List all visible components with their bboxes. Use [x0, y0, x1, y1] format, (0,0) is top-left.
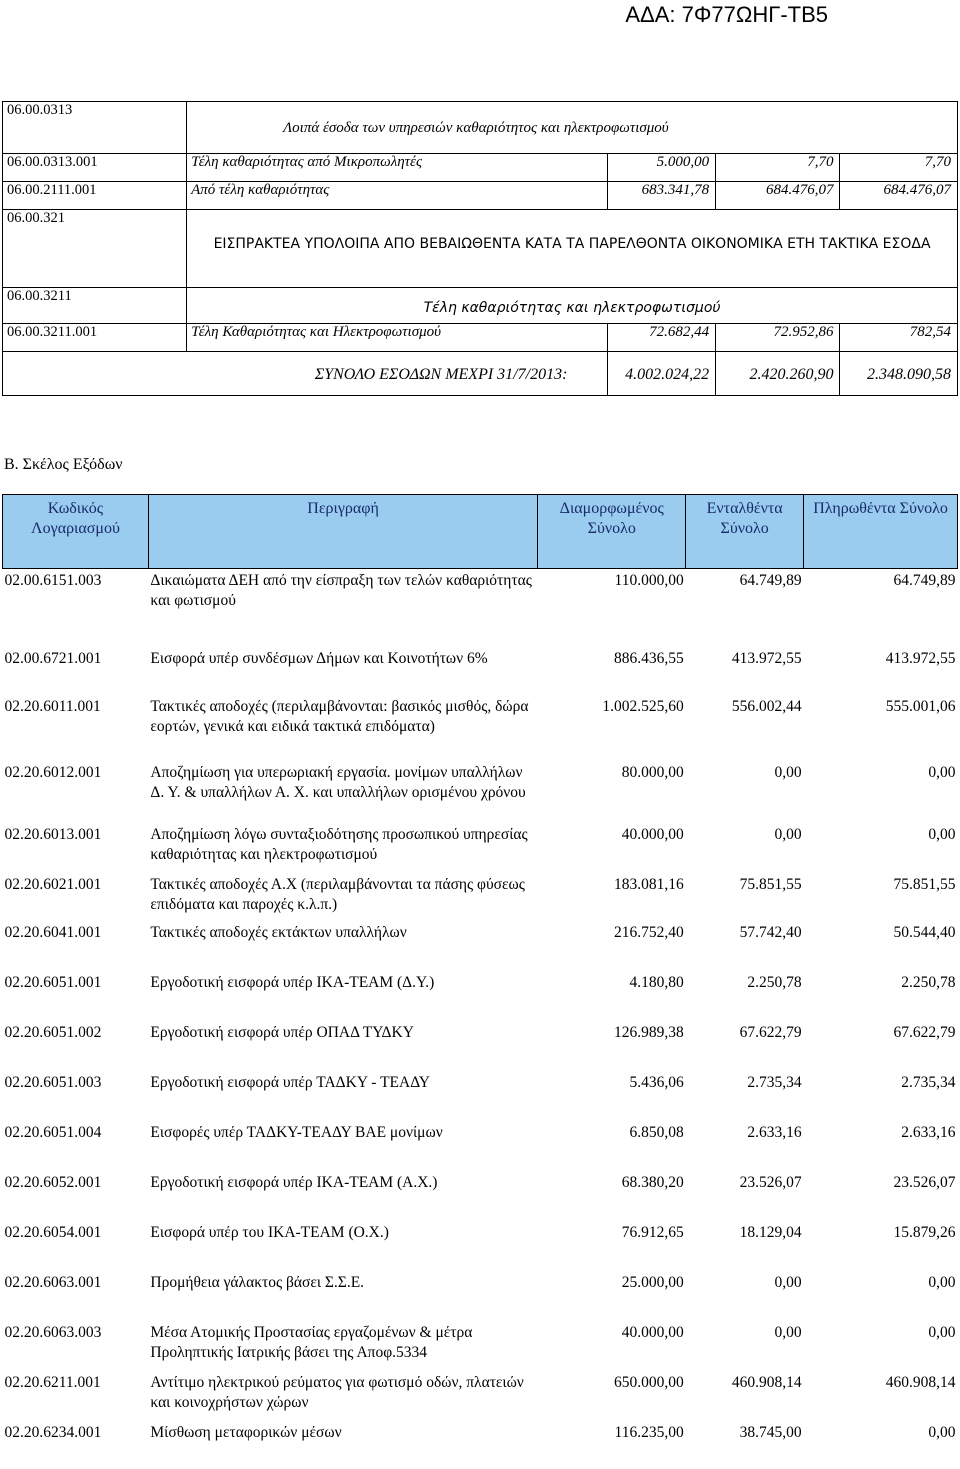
- expense-v1: 216.752,40: [613, 923, 684, 941]
- expense-v2: 460.908,14: [731, 1373, 802, 1391]
- expense-v1: 76.912,65: [621, 1223, 684, 1241]
- revenue-total-v1: 4.002.024,22: [608, 352, 716, 396]
- revenue-desc: Λοιπά έσοδα των υπηρεσιών καθαριότητος και ηλεκτροφωτισμού: [187, 102, 958, 154]
- expense-v3: 64.749,89: [893, 572, 956, 589]
- expense-desc: Εργοδοτική εισφορά υπέρ ΟΠΑΔ ΤΥΔΚΥ: [150, 1023, 414, 1041]
- expense-desc: Προμήθεια γάλακτος βάσει Σ.Σ.Ε.: [150, 1273, 365, 1291]
- expense-desc: Δικαιώματα ΔΕΗ από την είσπραξη των τελών καθαριότητας και φωτισμού: [150, 572, 532, 609]
- table-row: [3, 823, 958, 873]
- expense-v1: 4.180,80: [629, 973, 684, 991]
- revenue-v3: 684.476,07: [840, 182, 958, 210]
- expense-code: 02.20.6013.001: [4, 825, 102, 843]
- expense-v1: 886.436,55: [613, 649, 684, 667]
- expense-v3: 0,00: [928, 763, 956, 781]
- expense-v1: 650.000,00: [613, 1373, 684, 1391]
- revenue-code: 06.00.3211.001: [3, 324, 187, 352]
- expense-v1: 116.235,00: [614, 1423, 684, 1441]
- expense-v2: 0,00: [774, 1273, 802, 1291]
- expense-desc: Μέσα Ατομικής Προστασίας εργαζομένων & μέτρα Προληπτικής Ιατρικής βάσει της Αποφ.5334: [150, 1323, 473, 1361]
- expense-v3: 0,00: [928, 1423, 956, 1441]
- expense-v2: 38.745,00: [739, 1423, 802, 1441]
- expense-v2: 57.742,40: [739, 923, 802, 941]
- revenue-code: 06.00.3211: [3, 288, 187, 324]
- expense-table: [2, 494, 958, 1451]
- revenue-row: [3, 102, 958, 154]
- table-row: [3, 761, 958, 823]
- expense-desc: Τακτικές αποδοχές (περιλαμβάνονται: βασικός μισθός, δώρα εορτών, γενικά και ειδικά τακτικά επιδόματα): [150, 697, 529, 735]
- expense-desc: Εισφορές υπέρ ΤΑΔΚΥ-ΤΕΑΔΥ ΒΑΕ μονίμων: [150, 1123, 443, 1141]
- expense-code: 02.20.6011.001: [4, 697, 101, 715]
- header-code: Κωδικός Λογαριασμού: [3, 495, 149, 569]
- expense-v1: 40.000,00: [621, 1323, 684, 1341]
- expense-desc: Εισφορά υπέρ συνδέσμων Δήμων και Κοινοτήτων 6%: [150, 649, 488, 667]
- expense-code: 02.20.6054.001: [4, 1223, 102, 1241]
- expense-desc: Αποζημίωση για υπερωριακή εργασία. μονίμων υπαλλήλων Δ. Υ. & υπαλλήλων Α. Χ. και υπαλλήλων ορισμένου χρόνου: [150, 763, 526, 801]
- revenue-v1: 5.000,00: [608, 154, 716, 182]
- expense-desc: Αποζημίωση λόγω συνταξιοδότησης προσωπικού υπηρεσίας καθαριότητας και ηλεκτροφωτισμού: [150, 825, 528, 863]
- expense-v3: 2.735,34: [901, 1073, 956, 1091]
- expense-v1: 126.989,38: [613, 1023, 684, 1041]
- expense-desc: Εργοδοτική εισφορά υπέρ ΙΚΑ-ΤΕΑΜ (Α.Χ.): [150, 1173, 438, 1191]
- expense-v3: 2.633,16: [901, 1123, 956, 1141]
- revenue-v2: 7,70: [716, 154, 840, 182]
- expense-v2: 75.851,55: [739, 875, 802, 893]
- expense-v2: 0,00: [774, 1323, 802, 1341]
- expense-v3: 0,00: [928, 1273, 956, 1291]
- expense-code: 02.20.6211.001: [4, 1373, 101, 1391]
- revenue-v3: 7,70: [840, 154, 958, 182]
- expense-code: 02.20.6234.001: [4, 1423, 102, 1441]
- expense-v2: 23.526,07: [739, 1173, 802, 1191]
- revenue-total-label: ΣΥΝΟΛΟ ΕΣΟΔΩΝ ΜΕΧΡΙ 31/7/2013:: [3, 352, 608, 396]
- revenue-total-v2: 2.420.260,90: [716, 352, 840, 396]
- expense-v2: 67.622,79: [739, 1023, 802, 1041]
- table-row: [3, 971, 958, 1021]
- table-row: [3, 1421, 958, 1451]
- revenue-row: [3, 324, 958, 352]
- expense-v3: 2.250,78: [901, 973, 956, 991]
- header-v3: Πληρωθέντα Σύνολο: [804, 495, 958, 569]
- revenue-row: [3, 288, 958, 324]
- expense-desc: Αντίτιμο ηλεκτρικού ρεύματος για φωτισμό οδών, πλατειών και κοινοχρήστων χώρων: [150, 1373, 524, 1411]
- expense-v2: 556.002,44: [731, 697, 802, 715]
- revenue-desc: Τέλη καθαριότητας και ηλεκτροφωτισμού: [187, 288, 958, 324]
- expense-code: 02.00.6151.003: [4, 572, 102, 589]
- expense-code: 02.20.6051.003: [4, 1073, 102, 1091]
- table-row: [3, 569, 958, 647]
- table-row: [3, 1121, 958, 1171]
- expense-v3: 67.622,79: [893, 1023, 956, 1041]
- expense-v3: 23.526,07: [893, 1173, 956, 1191]
- table-row: [3, 1221, 958, 1271]
- expense-v2: 0,00: [774, 763, 802, 781]
- revenue-row: [3, 210, 958, 288]
- table-row: [3, 1271, 958, 1321]
- revenue-desc: Από τέλη καθαριότητας: [187, 182, 608, 210]
- revenue-row: [3, 182, 958, 210]
- expense-code: 02.20.6063.001: [4, 1273, 102, 1291]
- revenue-v1: 72.682,44: [608, 324, 716, 352]
- table-row: [3, 1171, 958, 1221]
- section-b-title: Β. Σκέλος Εξόδων: [4, 456, 123, 473]
- table-row: [3, 873, 958, 921]
- expense-v1: 68.380,20: [621, 1173, 684, 1191]
- revenue-table: [2, 101, 958, 396]
- expense-code: 02.20.6051.002: [4, 1023, 102, 1041]
- table-row: [3, 1321, 958, 1371]
- expense-code: 02.00.6721.001: [4, 649, 102, 667]
- expense-v2: 0,00: [774, 825, 802, 843]
- revenue-desc: Τέλη Καθαριότητας και Ηλεκτροφωτισμού: [187, 324, 608, 352]
- revenue-total-v3: 2.348.090,58: [840, 352, 958, 396]
- expense-v3: 555.001,06: [885, 697, 956, 715]
- expense-code: 02.20.6051.001: [4, 973, 102, 991]
- expense-v1: 1.002.525,60: [602, 697, 684, 715]
- expense-v3: 413.972,55: [885, 649, 956, 667]
- table-row: [3, 647, 958, 695]
- expense-v3: 50.544,40: [893, 923, 956, 941]
- table-row: [3, 1021, 958, 1071]
- revenue-desc: ΕΙΣΠΡΑΚΤΕΑ ΥΠΟΛΟΙΠΑ ΑΠΟ ΒΕΒΑΙΩΘΕΝΤΑ ΚΑΤΑ ΤΑ ΠΑΡΕΛΘΟΝΤΑ ΟΙΚΟΝΟΜΙΚΑ ΕΤΗ ΤΑΚΤΙΚΑ ΕΣΟΔΑ: [187, 210, 958, 288]
- table-row: [3, 1071, 958, 1121]
- header-v1: Διαμορφωμένος Σύνολο: [538, 495, 686, 569]
- expense-v1: 25.000,00: [621, 1273, 684, 1291]
- expense-v3: 460.908,14: [885, 1373, 956, 1391]
- expense-code: 02.20.6052.001: [4, 1173, 102, 1191]
- expense-desc: Εισφορά υπέρ του ΙΚΑ-ΤΕΑΜ (Ο.Χ.): [150, 1223, 389, 1241]
- revenue-code: 06.00.0313: [3, 102, 187, 154]
- expense-code: 02.20.6021.001: [4, 875, 102, 893]
- revenue-code: 06.00.0313.001: [3, 154, 187, 182]
- expense-code: 02.20.6051.004: [4, 1123, 102, 1141]
- table-row: [3, 921, 958, 971]
- revenue-v3: 782,54: [840, 324, 958, 352]
- expense-v1: 183.081,16: [613, 875, 684, 893]
- expense-v2: 18.129,04: [739, 1223, 802, 1241]
- table-row: [3, 695, 958, 761]
- revenue-v2: 72.952,86: [716, 324, 840, 352]
- expense-header-row: [3, 495, 958, 569]
- expense-code: 02.20.6063.003: [4, 1323, 102, 1341]
- expense-v2: 413.972,55: [731, 649, 802, 667]
- expense-v2: 2.633,16: [747, 1123, 802, 1141]
- expense-v2: 64.749,89: [739, 572, 802, 589]
- expense-code: 02.20.6012.001: [4, 763, 102, 781]
- revenue-total-row: [3, 352, 958, 396]
- revenue-v2: 684.476,07: [716, 182, 840, 210]
- expense-v2: 2.250,78: [747, 973, 802, 991]
- header-desc: Περιγραφή: [148, 495, 537, 569]
- header-v2: Ενταλθέντα Σύνολο: [686, 495, 804, 569]
- expense-v1: 6.850,08: [629, 1123, 684, 1141]
- expense-v1: 80.000,00: [621, 763, 684, 781]
- expense-v3: 15.879,26: [893, 1223, 956, 1241]
- expense-v1: 40.000,00: [621, 825, 684, 843]
- ada-code: ΑΔΑ: 7Φ77ΩΗΓ-ΤΒ5: [625, 2, 828, 27]
- revenue-desc: Τέλη καθαριότητας από Μικροπωλητές: [187, 154, 608, 182]
- revenue-code: 06.00.321: [3, 210, 187, 288]
- expense-v2: 2.735,34: [747, 1073, 802, 1091]
- expense-code: 02.20.6041.001: [4, 923, 102, 941]
- revenue-row: [3, 154, 958, 182]
- expense-v1: 5.436,06: [629, 1073, 684, 1091]
- expense-v3: 0,00: [928, 1323, 956, 1341]
- revenue-code: 06.00.2111.001: [3, 182, 187, 210]
- expense-desc: Τακτικές αποδοχές Α.Χ (περιλαμβάνονται τα πάσης φύσεως επιδόματα και παροχές κ.λ.π.): [150, 875, 525, 913]
- expense-desc: Μίσθωση μεταφορικών μέσων: [150, 1423, 342, 1441]
- expense-desc: Εργοδοτική εισφορά υπέρ ΙΚΑ-ΤΕΑΜ (Δ.Υ.): [150, 973, 435, 991]
- expense-desc: Εργοδοτική εισφορά υπέρ ΤΑΔΚΥ - ΤΕΑΔΥ: [150, 1073, 430, 1091]
- expense-desc: Τακτικές αποδοχές εκτάκτων υπαλλήλων: [150, 923, 407, 941]
- expense-v1: 110.000,00: [614, 572, 684, 589]
- revenue-v1: 683.341,78: [608, 182, 716, 210]
- expense-v3: 75.851,55: [893, 875, 956, 893]
- expense-v3: 0,00: [928, 825, 956, 843]
- table-row: [3, 1371, 958, 1421]
